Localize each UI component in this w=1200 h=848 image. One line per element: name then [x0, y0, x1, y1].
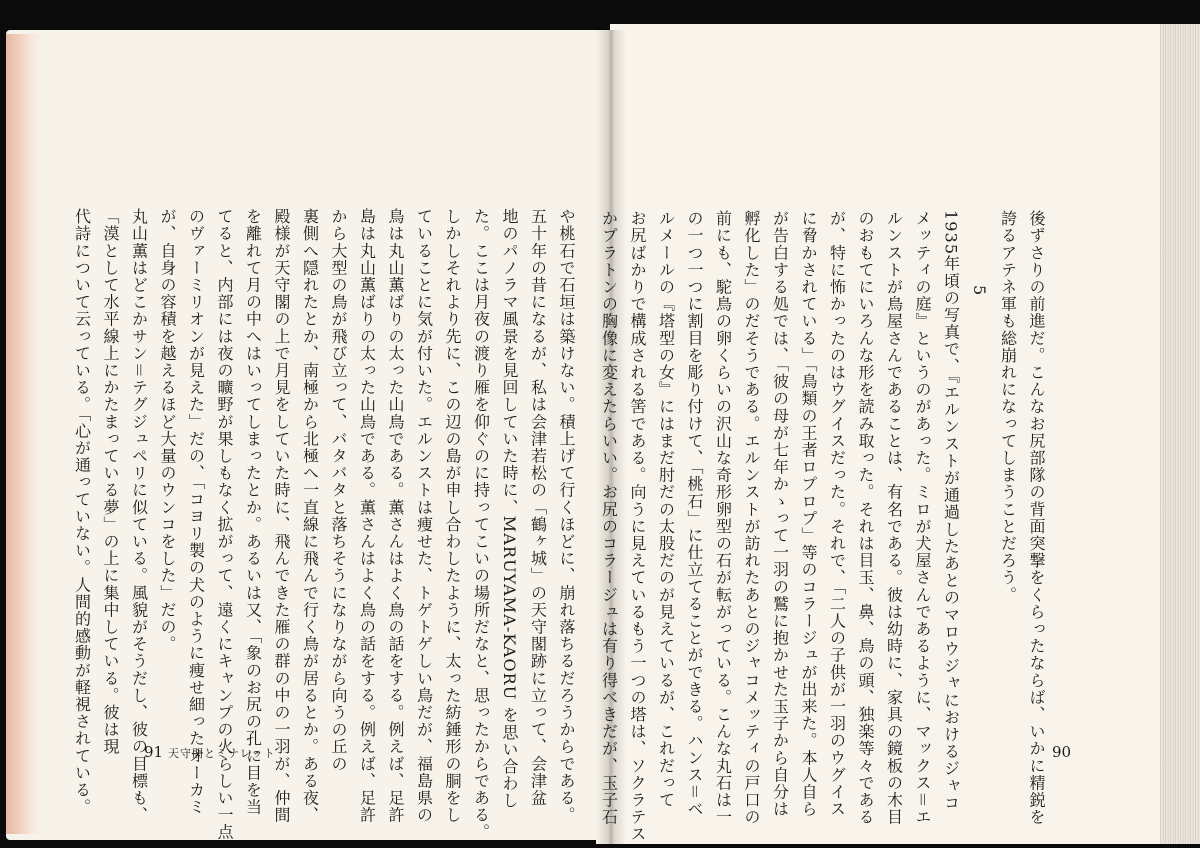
text-column: の一つ一つに割目を彫り付けて、「桃石」に仕立てることができる。ハンス＝ベ: [685, 210, 704, 818]
text-column: 1935年頃の写真で、『エルンストが通過したあとのマロウジャにおけるジャコ: [941, 210, 961, 812]
text-column: ルンストが鳥屋さんであることは、有名である。彼は幼時に、家具の鏡板の木目: [884, 210, 904, 826]
text-column: 丸山薫はどこかサン＝テグジュペリに似ている。風貌がそうだし、彼の目標も、: [129, 208, 149, 824]
text-column: 孵化した」のだそうである。エルンストが訪れたあとのジャコメッティの戸口の: [742, 210, 761, 826]
text-column: 「漠として水平線上にかたまっている夢」の上に集中している。彼は現: [101, 208, 120, 756]
text-column: に脅かされている」「鳥類の王者ロプロプ」等のコラージュが出来た。本人自ら: [799, 210, 818, 818]
text-column: た。ここは月夜の渡り雁を仰ぐのに持ってこいの場所だなと、思ったからである。: [471, 208, 491, 841]
left-page-edge: [6, 34, 42, 834]
text-column: てると、内部には夜の曠野が果しもなく拡がって、遠くにキャンプの火らしい一点: [215, 208, 234, 841]
text-column: のおもてにいろんな形を読み取った。それは目玉、鼻、鳥の頭、独楽等々である: [856, 210, 875, 826]
section-number: 5: [970, 285, 989, 297]
left-page-number: 91: [144, 743, 164, 761]
text-column: 地のパノラマ風景を見回していた時に、MARUYAMA-KAORU を思い合わし: [500, 208, 519, 810]
text-column: 裏側へ隠れたとか、南極から北極へ一直線に飛んで行く鳥が居るとか。ある夜、: [300, 208, 320, 824]
text-column: かプラトンの胸像に変えたらいい。お尻のコラージュは有り得べきだが、玉子石: [599, 210, 619, 826]
text-column: 島は丸山薫ばりの太った山鳥である。薫さんはよく鳥の話をする。例えば、足許: [357, 208, 377, 824]
text-column: ルメールの『塔型の女』にはまだ肘だの太股だのが見えているが、これだって: [656, 210, 676, 809]
text-column: が、特に怖かったのはウグイスだった。それで、「二人の子供が一羽のウグイス: [827, 210, 847, 818]
right-page-stack-edge: [1160, 24, 1200, 844]
text-column: を離れて月の中へはいってしまったとか。あるいは又、「象のお尻の孔に目を当: [243, 208, 263, 816]
text-column: 後ずさりの前進だ。こんなお尻部隊の背面突撃をくらったならば、いかに精鋭を: [1027, 210, 1046, 826]
left-running-title: 天守閣とミナレット: [168, 747, 276, 760]
text-column: が告白する処では、「彼の母が七年かゝって一羽の鷲に抱かせた玉子から自分は: [770, 210, 790, 818]
text-column: 殿様が天守閣の上で月見をしていた時に、飛んできた雁の群の中の一羽が、仲間: [272, 208, 291, 824]
text-column: お尻ばかりで構成される筈である。向うに見えているもう一つの塔は、ソクラテス: [628, 210, 647, 843]
text-column: メッティの庭』というのがあった。ミロが犬屋さんであるように、マックス＝エ: [913, 210, 932, 826]
right-page-number: 90: [1052, 743, 1072, 761]
text-column: のヴァーミリオンが見えた」だの、「コヨリ製の犬のように痩せ細ったオーカミ: [186, 208, 206, 816]
text-column: ていることに気が付いた。エルンストは痩せた、トゲトゲしい鳥だが、福島県の: [414, 208, 434, 824]
text-column: 誇るアテネ軍も総崩れになってしまうことだろう。: [998, 210, 1018, 604]
text-column: しかしそれより先に、この辺の島が申し合わしたように、太った紡錘形の胴をし: [443, 208, 462, 824]
right-page-body-text: [599, 210, 1050, 843]
text-column: 五十年の昔になるが、私は会津若松の「鶴ヶ城」の天守閣跡に立って、会津盆: [528, 208, 548, 807]
text-column: 代詩について云っている。「心が通っていない。人間的感動が軽視されている。: [72, 208, 92, 816]
text-column: や桃石で石垣は築けない。積上げて行くほどに、崩れ落ちるだろうからである。: [557, 208, 576, 824]
text-column: が、自身の容積を越えるほど大量のウンコをした」だの。: [158, 208, 177, 653]
text-column: から大型の鳥が飛び立って、バタバタと落ちそうになりながら向うの丘の: [329, 208, 348, 773]
text-column: 前にも、駝鳥の卵くらいの沢山な奇形卵型の石が転がっている。こんな丸石は一: [713, 210, 733, 826]
text-column: 鳥は丸山薫ばりの太った山鳥である。薫さんはよく鳥の話をする。例えば、足許: [386, 208, 405, 824]
